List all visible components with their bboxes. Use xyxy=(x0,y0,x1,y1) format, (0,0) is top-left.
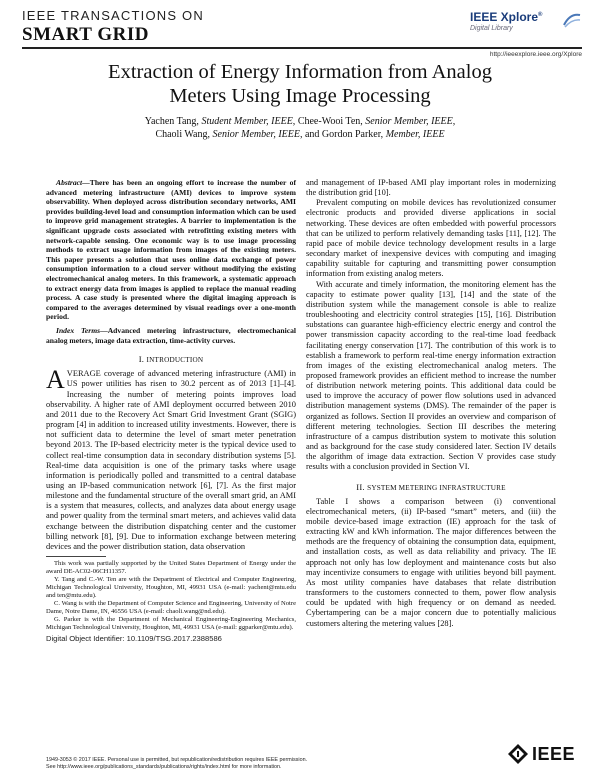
section-heading-metering: II. SYSTEM METERING INFRASTRUCTURE xyxy=(356,481,506,492)
xplore-url[interactable]: http://ieeexplore.ieee.org/Xplore xyxy=(489,51,582,58)
footnote-affiliation-3: G. Parker is with the Department of Mechanical Engineering-Engineering Mechanics, Michigan Technological University, Houghton, MI, 49931 USA (e-mail: ggparker@mtu.edu). xyxy=(46,616,296,632)
section-heading-intro: I. INTRODUCTION xyxy=(138,354,204,365)
footnote-rule xyxy=(46,556,106,557)
journal-masthead xyxy=(22,9,582,61)
abstract: Abstract—There has been an ongoing effort to increase the number of advanced metering infrastructure (AMI) devices to improve system observability. When deployed across distribution secondary networks, AMI provides building-level load and consumption information which can be used to improve grid management strategies. A barrier to implementation is the significant upgrade costs associated with retrofitting existing meters with network-capable sensing. One economic way is to use image processing methods to extract usage information from images of the existing meters. This paper presents a solution that uses online data exchange of power consumption information to a cloud server without modifying the existing electromechanical analog meters. In this framework, a systematic approach to extract energy data from images is applied to replace the manual reading process. A case study is presented where the digital imaging approach is compared to the averages determined by visual readings over a one-month period. xyxy=(46,178,296,322)
right-column xyxy=(306,178,556,629)
journal-name: SMART GRID xyxy=(22,24,149,45)
copyright-footer: 1949-3053 © 2017 IEEE. Personal use is permitted, but republication/redistribution requires IEEE permission. See http://www.ieee.org/publications_standards/publications/rights/index.html for more information. xyxy=(46,757,308,770)
paragraph-mobile-computing: Prevalent computing on mobile devices has revolutionized consumer electronic products and provided diverse applications in social networking. These devices are often embedded with powerful processors that can be utilized to perform relatively demanding tasks [11], [12]. The rapid pace of mobile device technology development results in a large secondary market of inexpensive devices with computing and imaging capability suitable for capturing and transmitting power consumption information from existing analog meters. xyxy=(306,198,556,279)
paper-title: Extraction of Energy Information from Analog Meters Using Image Processing xyxy=(108,61,492,107)
footnote-affiliation-2: C. Wang is with the Department of Computer Science and Engineering, University of Notre Dame, Notre Dame, IN, 46556 USA (e-mail: chaoli.wang@nd.edu). xyxy=(46,600,296,616)
journal-series: IEEE TRANSACTIONS ON xyxy=(22,8,204,23)
paragraph-table-comparison: Table I shows a comparison between (i) conventional electromechanical meters, (ii) IP-based “smart” meters, and (iii) the mobile device-based image extraction (IE) approach for the task of extracting kW and kWh information. The major differences between the methods are the frequency of obtaining the consumption data, equipment, and installation costs, as well as data reliability and privacy. The IE approach not only has low deployment and maintenance costs but also may incentivize consumers to engage with utilities beyond bill payment. As most utility companies have databases that relate distribution transformers to the customers connected to them, power flow analysis could be updated with high frequency or on demand as needed. Cybertampering can be a major concern due to potentially malicious customers altering the metering values [28]. xyxy=(306,496,556,628)
paragraph-contribution: With accurate and timely information, the monitoring element has the capacity to estimate power quality [13], [14] and the state of the distribution system while the management console is able to realize troubleshooting and electricity control strategies [15], [16]. Distribution substations can guarantee high-efficiency electric energy and control the power transmission capacity according to the real-time load feedback facilitating energy conservation [17]. The contribution of this work is to establish a framework to perform real-time energy information extraction from images of the existing electromechanical analog meters. The proposed framework provides an efficient method to increase the number of distribution network metering points. This additional data could be used to improve the accuracy of power flow solutions used in advanced distribution management systems (DMS). The remainder of the paper is organized as follows. Section II provides an overview and comparison of different metering technologies. Section III describes the metering infrastructure of a campus distribution system to motivate this solution and as background for the case study considered later. Section IV details the algorithm of image data extraction. Section V provides case study results with a conclusion provided in Section VI. xyxy=(306,279,556,472)
footnote-funding: This work was partially supported by the United States Department of Energy under the award DE-AC02-06CH11357. xyxy=(46,560,296,576)
masthead-rule xyxy=(22,47,582,49)
doi-line[interactable]: Digital Object Identifier: 10.1109/TSG.2017.2388586 xyxy=(46,634,222,644)
drop-cap: A xyxy=(46,365,65,395)
author-line-1: Yachen Tang, Student Member, IEEE, Chee-Wooi Ten, Senior Member, IEEE, xyxy=(144,116,456,127)
author-list xyxy=(40,115,560,141)
index-terms: Index Terms—Advanced metering infrastructure, electromechanical analog meters, image data extraction, time-activity curves. xyxy=(46,325,296,345)
xplore-swirl-icon xyxy=(562,11,582,29)
xplore-logo: IEEE Xplore® xyxy=(470,10,543,24)
intro-paragraph: AVERAGE coverage of advanced metering infrastructure (AMI) in US power utilities has risen to 30.2 percent as of 2013 [1]–[4]. Increasing the number of metering points improves load observability. A higher rate of AMI deployment occurred between 2010 and 2011 due to the Recovery Act Smart Grid Investment Grant (SGIG) program [4] in addition to increased utility investments. However, there is not sufficient data to determine the level of smart meter penetration beyond 2013. The IP-based electricity meter is the typical device used to collect real-time consumption data in secondary distribution systems [5]. Real-time data acquisition is one of the primary tasks where usage information is periodically polled and transmitted to a central database using an IP-based communication network [6], [7]. As the first major milestone and the fundamental structure of the overall smart grid, an AMI is a system that measures, collects, and analyzes data about energy usage and power quality from the terminal smart meters, and achieves valid data exchange between the distribution dispatching center and the customer billing network [8], [9]. Due to information exchange between metering devices and the power distribution station, data observation xyxy=(46,365,296,551)
ieee-logo-text: IEEE xyxy=(532,744,576,764)
author-line-2: Chaoli Wang, Senior Member, IEEE, and Gordon Parker, Member, IEEE xyxy=(155,129,445,140)
left-column xyxy=(46,178,296,644)
paragraph-ami-management: and management of IP-based AMI play important roles in modernizing the distribution grid [10]. xyxy=(306,178,556,198)
xplore-subtitle: Digital Library xyxy=(470,25,513,32)
footnote-affiliation-1: Y. Tang and C.-W. Ten are with the Department of Electrical and Computer Engineering, Michigan Technological University, Houghton, MI, 49931 USA (e-mail: yachent@mtu.edu and ten@mtu.edu). xyxy=(46,576,296,600)
